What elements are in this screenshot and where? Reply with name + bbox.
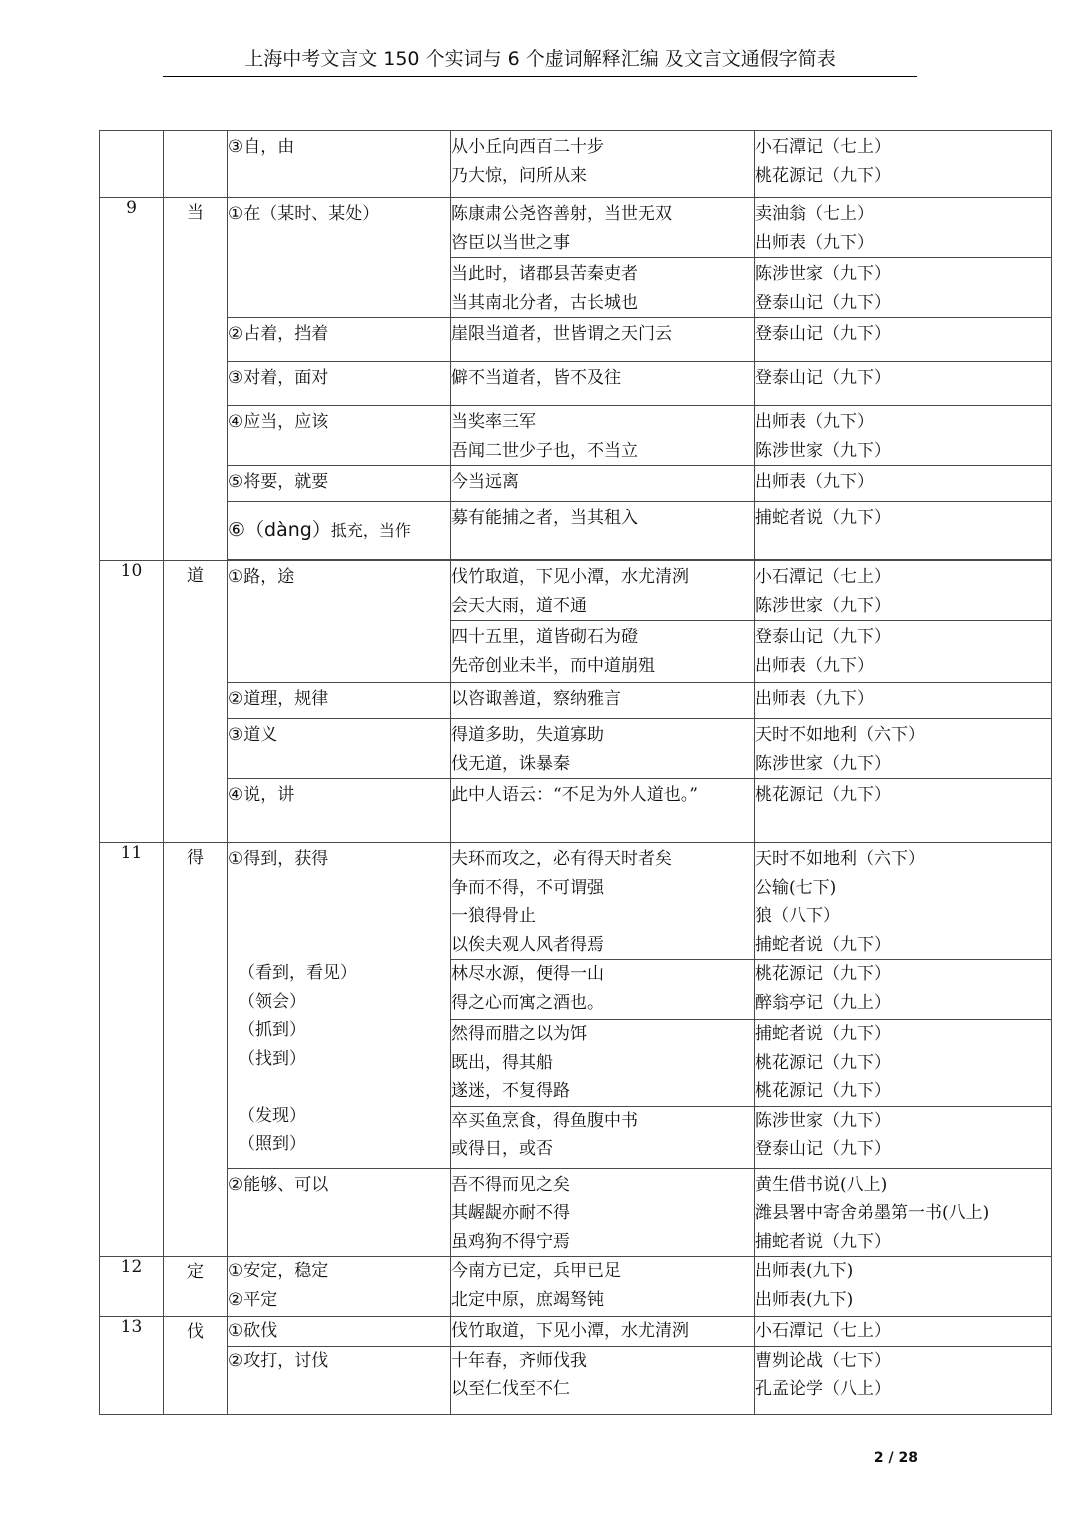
definition: ⑤将要，就要 [228, 472, 329, 492]
source-text: 桃花源记（九下） [755, 1081, 891, 1101]
definition-pinyin: ⑥（dàng） [228, 519, 331, 542]
source-text: 陈涉世家（九下） [755, 1110, 891, 1131]
page-number: 2 / 28 [873, 1450, 918, 1466]
source-text: 陈涉世家（九下） [755, 753, 891, 774]
example-sentence: 夫环而攻之，必有得天时者矣 [451, 849, 672, 869]
source-text: 出师表（九下） [755, 655, 874, 676]
entry-number: 12 [100, 1257, 164, 1317]
definition: ①得到，获得 [228, 849, 329, 869]
example-sentence: 僻不当道者，皆不及往 [451, 368, 621, 388]
table-row [100, 362, 1052, 406]
definition-sub: （照到） [238, 1134, 306, 1154]
example-sentence: 先帝创业未半，而中道崩殂 [451, 655, 655, 676]
source-text: 登泰山记（九下） [755, 292, 891, 313]
example-sentence: 以俟夫观人风者得焉 [451, 934, 604, 955]
example-sentence: 今当远离 [451, 472, 519, 492]
example-sentence: 崖限当道者，世皆谓之天门云 [451, 324, 672, 344]
source-text: 桃花源记（九下） [755, 1052, 891, 1073]
entry-number: 11 [100, 843, 164, 1257]
source-text: 出师表（九下） [755, 412, 874, 432]
definition: ③对着，面对 [228, 368, 329, 388]
source-text: 出师表(九下) [755, 1261, 854, 1281]
table-row [100, 1317, 1052, 1347]
example-sentence: 此中人语云：“不足为外人道也。” [451, 785, 698, 805]
source-text: 登泰山记（九下） [755, 324, 891, 344]
source-text: 陈涉世家（九下） [755, 264, 891, 284]
definition: ③自，由 [228, 137, 295, 157]
table-row [100, 466, 1052, 502]
table-row [100, 198, 1052, 258]
definition: ③道义 [228, 725, 278, 745]
source-text: 捕蛇者说（九下） [755, 508, 891, 528]
definition-sub: （看到，看见） [238, 963, 357, 983]
source-text: 小石潭记（七上） [755, 1321, 891, 1341]
example-sentence: 卒买鱼烹食，得鱼腹中书 [451, 1110, 638, 1131]
source-text: 陈涉世家（九下） [755, 595, 891, 616]
example-sentence: 四十五里，道皆砌石为磴 [451, 627, 638, 647]
source-text: 小石潭记（七上） [755, 137, 891, 157]
example-sentence: 得道多助，失道寡助 [451, 725, 604, 745]
example-sentence: 当此时，诸郡县苦秦吏者 [451, 264, 638, 284]
entry-character: 当 [164, 198, 228, 561]
definition [228, 874, 450, 903]
entry-character: 得 [164, 843, 228, 1257]
definition [228, 931, 450, 960]
table-row [100, 843, 1052, 960]
source-text: 捕蛇者说（九下） [755, 1231, 891, 1252]
table-row [100, 561, 1052, 621]
entry-number: 10 [100, 561, 164, 843]
definition: ④应当，应该 [228, 412, 329, 432]
definition-sub: （领会） [238, 991, 306, 1012]
example-sentence: 既出，得其船 [451, 1052, 553, 1073]
example-sentence: 或得日，或否 [451, 1139, 553, 1159]
table-row [100, 1168, 1052, 1257]
example-sentence: 会天大雨，道不通 [451, 595, 587, 616]
example-sentence: 争而不得，不可谓强 [451, 877, 604, 898]
source-text: 登泰山记（九下） [755, 368, 891, 388]
entry-number: 9 [100, 198, 164, 561]
example-sentence: 十年春，齐师伐我 [451, 1350, 587, 1371]
vocabulary-table [99, 130, 1052, 1415]
example-sentence: 从小丘向西百二十步 [451, 137, 604, 157]
definition: ②道理，规律 [228, 689, 329, 709]
definition: ②平定 [228, 1289, 278, 1310]
example-sentence: 咨臣以当世之事 [451, 232, 570, 253]
source-text: 出师表（九下） [755, 689, 874, 709]
example-sentence: 伐竹取道，下见小潭，水尤清洌 [451, 1321, 689, 1341]
source-text: 捕蛇者说（九下） [755, 1024, 891, 1044]
table-row [100, 683, 1052, 719]
definition: ②能够、可以 [228, 1174, 329, 1195]
example-sentence: 以至仁伐至不仁 [451, 1379, 570, 1399]
table-row [100, 406, 1052, 466]
example-sentence: 其龌龊亦耐不得 [451, 1203, 570, 1223]
example-sentence: 一狼得骨止 [451, 906, 536, 926]
example-sentence: 遂迷，不复得路 [451, 1081, 570, 1101]
table-row [100, 131, 1052, 198]
example-sentence: 当奖率三军 [451, 412, 536, 432]
definition: ②占着，挡着 [228, 324, 329, 344]
source-text: 天时不如地利（六下） [755, 725, 925, 745]
source-text: 天时不如地利（六下） [755, 849, 925, 869]
source-text: 陈涉世家（九下） [755, 440, 891, 461]
entry-number: 13 [100, 1317, 164, 1415]
definition: ②攻打，讨伐 [228, 1350, 329, 1371]
example-sentence: 伐竹取道，下见小潭，水尤清洌 [451, 567, 689, 587]
source-text: 孔孟论学（八上） [755, 1379, 891, 1399]
table-row [100, 779, 1052, 843]
definition-sub [228, 1073, 450, 1102]
source-text: 登泰山记（九下） [755, 627, 891, 647]
document-header: 上海中考文言文 150 个实词与 6 个虚词解释汇编 及文言文通假字简表 [163, 44, 917, 77]
source-text: 出师表（九下） [755, 472, 874, 492]
table-row [100, 1257, 1052, 1317]
definition: ①路，途 [228, 567, 295, 587]
table-row [100, 1346, 1052, 1414]
definition [228, 902, 450, 931]
source-text: 小石潭记（七上） [755, 567, 891, 587]
table-row [100, 502, 1052, 560]
source-text: 醉翁亭记（九上） [755, 992, 891, 1013]
definition: ④说，讲 [228, 785, 295, 805]
definition: ①在（某时、某处） [228, 204, 380, 224]
definition-sub: （抓到） [238, 1020, 306, 1040]
table-row [100, 719, 1052, 779]
source-text: 捕蛇者说（九下） [755, 934, 891, 955]
source-text: 出师表(九下) [755, 1289, 854, 1310]
example-sentence: 吾闻二世少子也，不当立 [451, 440, 638, 461]
source-text: 卖油翁（七上） [755, 204, 874, 224]
source-text: 狼（八下） [755, 906, 840, 926]
source-text: 潍县署中寄舍弟墨第一书(八上) [755, 1203, 990, 1223]
source-text: 出师表（九下） [755, 232, 874, 253]
source-text: 公输(七下) [755, 877, 837, 898]
definition-sub: （发现） [238, 1105, 306, 1126]
example-sentence: 林尽水源，便得一山 [451, 964, 604, 984]
source-text: 桃花源记（九下） [755, 785, 891, 805]
example-sentence: 伐无道，诛暴秦 [451, 753, 570, 774]
example-sentence: 得之心而寓之酒也。 [451, 992, 604, 1013]
example-sentence: 今南方已定，兵甲已足 [451, 1261, 621, 1281]
example-sentence: 当其南北分者，古长城也 [451, 292, 638, 313]
source-text: 黄生借书说(八上) [755, 1174, 888, 1195]
entry-character: 定 [164, 1257, 228, 1317]
source-text: 登泰山记（九下） [755, 1139, 891, 1159]
example-sentence: 吾不得而见之矣 [451, 1174, 570, 1195]
example-sentence: 虽鸡狗不得宁焉 [451, 1231, 570, 1252]
definition: ①安定，稳定 [228, 1261, 329, 1281]
source-text: 曹刿论战（七下） [755, 1350, 891, 1371]
definition-sub: （找到） [238, 1048, 306, 1069]
definition [228, 516, 450, 545]
table-row [100, 318, 1052, 362]
example-sentence: 陈康肃公尧咨善射，当世无双 [451, 204, 672, 224]
example-sentence: 以咨诹善道，察纳雅言 [451, 689, 621, 709]
definition-meaning: 抵充，当作 [330, 521, 411, 541]
definition: ①砍伐 [228, 1321, 278, 1341]
entry-character: 道 [164, 561, 228, 843]
example-sentence: 乃大惊，问所从来 [451, 165, 587, 186]
example-sentence: 募有能捕之者，当其租入 [451, 508, 638, 528]
example-sentence: 然得而腊之以为饵 [451, 1024, 587, 1044]
source-text: 桃花源记（九下） [755, 964, 891, 984]
source-text: 桃花源记（九下） [755, 165, 891, 186]
entry-character: 伐 [164, 1317, 228, 1415]
example-sentence: 北定中原，庶竭驽钝 [451, 1289, 604, 1310]
